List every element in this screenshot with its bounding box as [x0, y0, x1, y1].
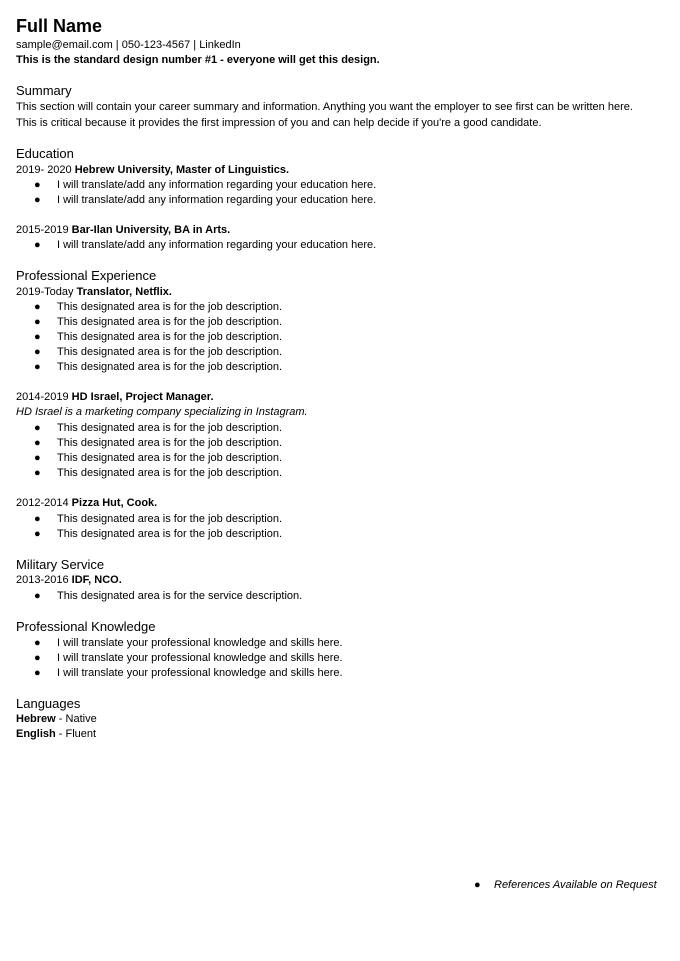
entry-title: IDF, NCO.	[71, 574, 122, 586]
entry-title: Translator, Netflix.	[76, 286, 172, 298]
list-item-text: I will translate/add any information regarding your education here.	[57, 179, 377, 191]
bullet-icon: ●	[34, 194, 41, 206]
bullet-icon: ●	[34, 437, 41, 449]
language-name: English	[16, 728, 56, 740]
bullet-icon: ●	[34, 590, 41, 602]
education-entry-title	[16, 163, 289, 177]
tagline: This is the standard design number #1 - everyone will get this design.	[16, 54, 380, 66]
list-item-text: This designated area is for the job description.	[57, 467, 283, 479]
bullet-icon: ●	[34, 452, 41, 464]
bullet-icon: ●	[34, 422, 41, 434]
list-item-text: This designated area is for the job description.	[57, 513, 283, 525]
list-item-text: This designated area is for the job description.	[57, 301, 283, 313]
list-item-text: I will translate your professional knowledge and skills here.	[57, 652, 343, 664]
list-item-text: This designated area is for the job description.	[57, 528, 283, 540]
bullet-icon: ●	[34, 652, 41, 664]
list-item-text: I will translate/add any information regarding your education here.	[57, 239, 377, 251]
knowledge-heading: Professional Knowledge	[16, 619, 156, 634]
military-entry-title	[16, 573, 122, 587]
bullet-icon: ●	[34, 301, 41, 313]
language-item	[16, 727, 96, 741]
languages-heading: Languages	[16, 696, 81, 711]
company-description: HD Israel is a marketing company specializing in Instagram.	[16, 406, 308, 418]
entry-dates: 2013-2016	[16, 574, 69, 586]
references-text: References Available on Request	[494, 879, 657, 891]
list-item-text: This designated area is for the job description.	[57, 437, 283, 449]
list-item-text: This designated area is for the service description.	[57, 590, 303, 602]
bullet-icon: ●	[34, 528, 41, 540]
bullet-icon: ●	[34, 239, 41, 251]
list-item-text: This designated area is for the job description.	[57, 422, 283, 434]
entry-dates: 2019- 2020	[16, 164, 72, 176]
list-item-text: This designated area is for the job description.	[57, 361, 283, 373]
bullet-icon: ●	[34, 467, 41, 479]
experience-entry-title	[16, 496, 157, 510]
entry-title: Pizza Hut, Cook.	[71, 497, 158, 509]
entry-title: Bar-Ilan University, BA in Arts.	[71, 224, 231, 236]
language-level: - Fluent	[55, 728, 97, 740]
list-item-text: I will translate your professional knowledge and skills here.	[57, 667, 343, 679]
bullet-icon: ●	[474, 879, 481, 891]
list-item-text: This designated area is for the job description.	[57, 331, 283, 343]
experience-entry-title	[16, 390, 214, 404]
language-name: Hebrew	[16, 713, 56, 725]
military-heading: Military Service	[16, 557, 105, 572]
entry-dates: 2019-Today	[16, 286, 74, 298]
full-name: Full Name	[16, 16, 103, 36]
education-entry-title	[16, 223, 230, 237]
entry-dates: 2012-2014	[16, 497, 69, 509]
entry-title: HD Israel, Project Manager.	[71, 391, 214, 403]
language-level: - Native	[55, 713, 97, 725]
list-item-text: This designated area is for the job description.	[57, 346, 283, 358]
bullet-icon: ●	[34, 361, 41, 373]
summary-heading: Summary	[16, 83, 72, 98]
bullet-icon: ●	[34, 637, 41, 649]
bullet-icon: ●	[34, 179, 41, 191]
entry-title: Hebrew University, Master of Linguistics.	[74, 164, 290, 176]
bullet-icon: ●	[34, 513, 41, 525]
bullet-icon: ●	[34, 667, 41, 679]
entry-dates: 2014-2019	[16, 391, 69, 403]
list-item-text: I will translate/add any information regarding your education here.	[57, 194, 377, 206]
contact-line: sample@email.com | 050-123-4567 | LinkedIn	[16, 39, 241, 51]
bullet-icon: ●	[34, 331, 41, 343]
list-item-text: This designated area is for the job description.	[57, 316, 283, 328]
summary-line: This is critical because it provides the first impression of you and can help decide if you're a good candidate.	[16, 117, 542, 129]
list-item-text: I will translate your professional knowledge and skills here.	[57, 637, 343, 649]
list-item-text: This designated area is for the job description.	[57, 452, 283, 464]
education-heading: Education	[16, 146, 74, 161]
entry-dates: 2015-2019	[16, 224, 69, 236]
language-item	[16, 712, 97, 726]
bullet-icon: ●	[34, 316, 41, 328]
summary-line: This section will contain your career summary and information. Anything you want the employer to see first can be written here.	[16, 101, 633, 113]
experience-heading: Professional Experience	[16, 268, 157, 283]
experience-entry-title	[16, 285, 172, 299]
bullet-icon: ●	[34, 346, 41, 358]
